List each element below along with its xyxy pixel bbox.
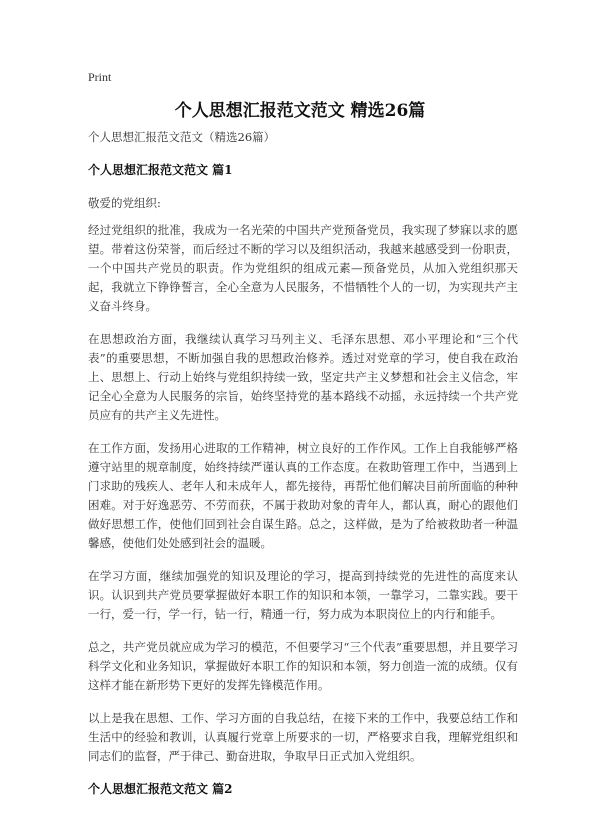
section-heading-2: 个人思想汇报范文范文 篇2 (88, 782, 233, 796)
paragraph: 在工作方面，发扬用心进取的工作精神，树立良好的工作作风。工作上自我能够严格遵守站里的规章制度，始终持续严谨认真的工作态度。在救助管理工作中，当遇到上门求助的残疾人、老年人和未成年人，都先接待，再帮忙他们解决目前所面临的种种困难。对于好逸恶劳、不劳而获，不属于救助对象的青年人，都认真，耐心的跟他们做好思想工作，使他们回到社会自谋生路。总之，这样做，是为了给被救助者一种温馨感，使他们处处感到社会的温暖。 (88, 441, 518, 550)
document-title: 个人思想汇报范文范文 精选26篇 (174, 101, 426, 121)
paragraph: 总之，共产党员就应成为学习的模范，不但要学习“三个代表”重要思想，并且要学习科学文化和业务知识，掌握做好本职工作的知识和本领，努力创造一流的成绩。仅有这样才能在新形势下更好的发挥先锋模范作用。 (88, 640, 518, 692)
section-heading-1: 个人思想汇报范文范文 篇1 (88, 163, 233, 177)
paragraph: 在思想政治方面，我继续认真学习马列主义、毛泽东思想、邓小平理论和“三个代表”的重要思想，不断加强自我的思想政治修养。透过对党章的学习，使自我在政治上、思想上、行动上始终与党组织持续一致，坚定共产主义梦想和社会主义信念，牢记全心全意为人民服务的宗旨，始终坚持党的基本路线不动摇，永远持续一个共产党员应有的共产主义先进性。 (88, 332, 518, 422)
paragraph: 在学习方面，继续加强党的知识及理论的学习，提高到持续党的先进性的高度来认识。认识到共产党员要掌握做好本职工作的知识和本领，一靠学习，二靠实践。要干一行，爱一行，学一行，钻一行，精通一行，努力成为本职岗位上的内行和能手。 (88, 569, 518, 621)
salutation: 敬爱的党组织: (88, 196, 161, 210)
paragraph: 以上是我在思想、工作、学习方面的自我总结，在接下来的工作中，我要总结工作和生活中的经验和教训，认真履行党章上所要求的一切，严格要求自我，理解党组织和同志们的监督，严于律己、勤奋进取，争取早日正式加入党组织。 (88, 711, 518, 763)
document-body (88, 128, 518, 813)
document-subtitle: 个人思想汇报范文范文（精选26篇） (88, 130, 276, 144)
paragraph: 经过党组织的批准，我成为一名光荣的中国共产党预备党员，我实现了梦寐以求的愿望。带着这份荣誉，而后经过不断的学习以及组织活动，我越来越感受到一份职责，一个中国共产党员的职责。作为党组织的组成元素—预备党员，从加入党组织那天起，我就立下铮铮誓言，全心全意为人民服务，不惜牺牲个人的一切，为实现共产主义奋斗终身。 (88, 223, 518, 313)
print-link[interactable]: Print (88, 70, 112, 84)
